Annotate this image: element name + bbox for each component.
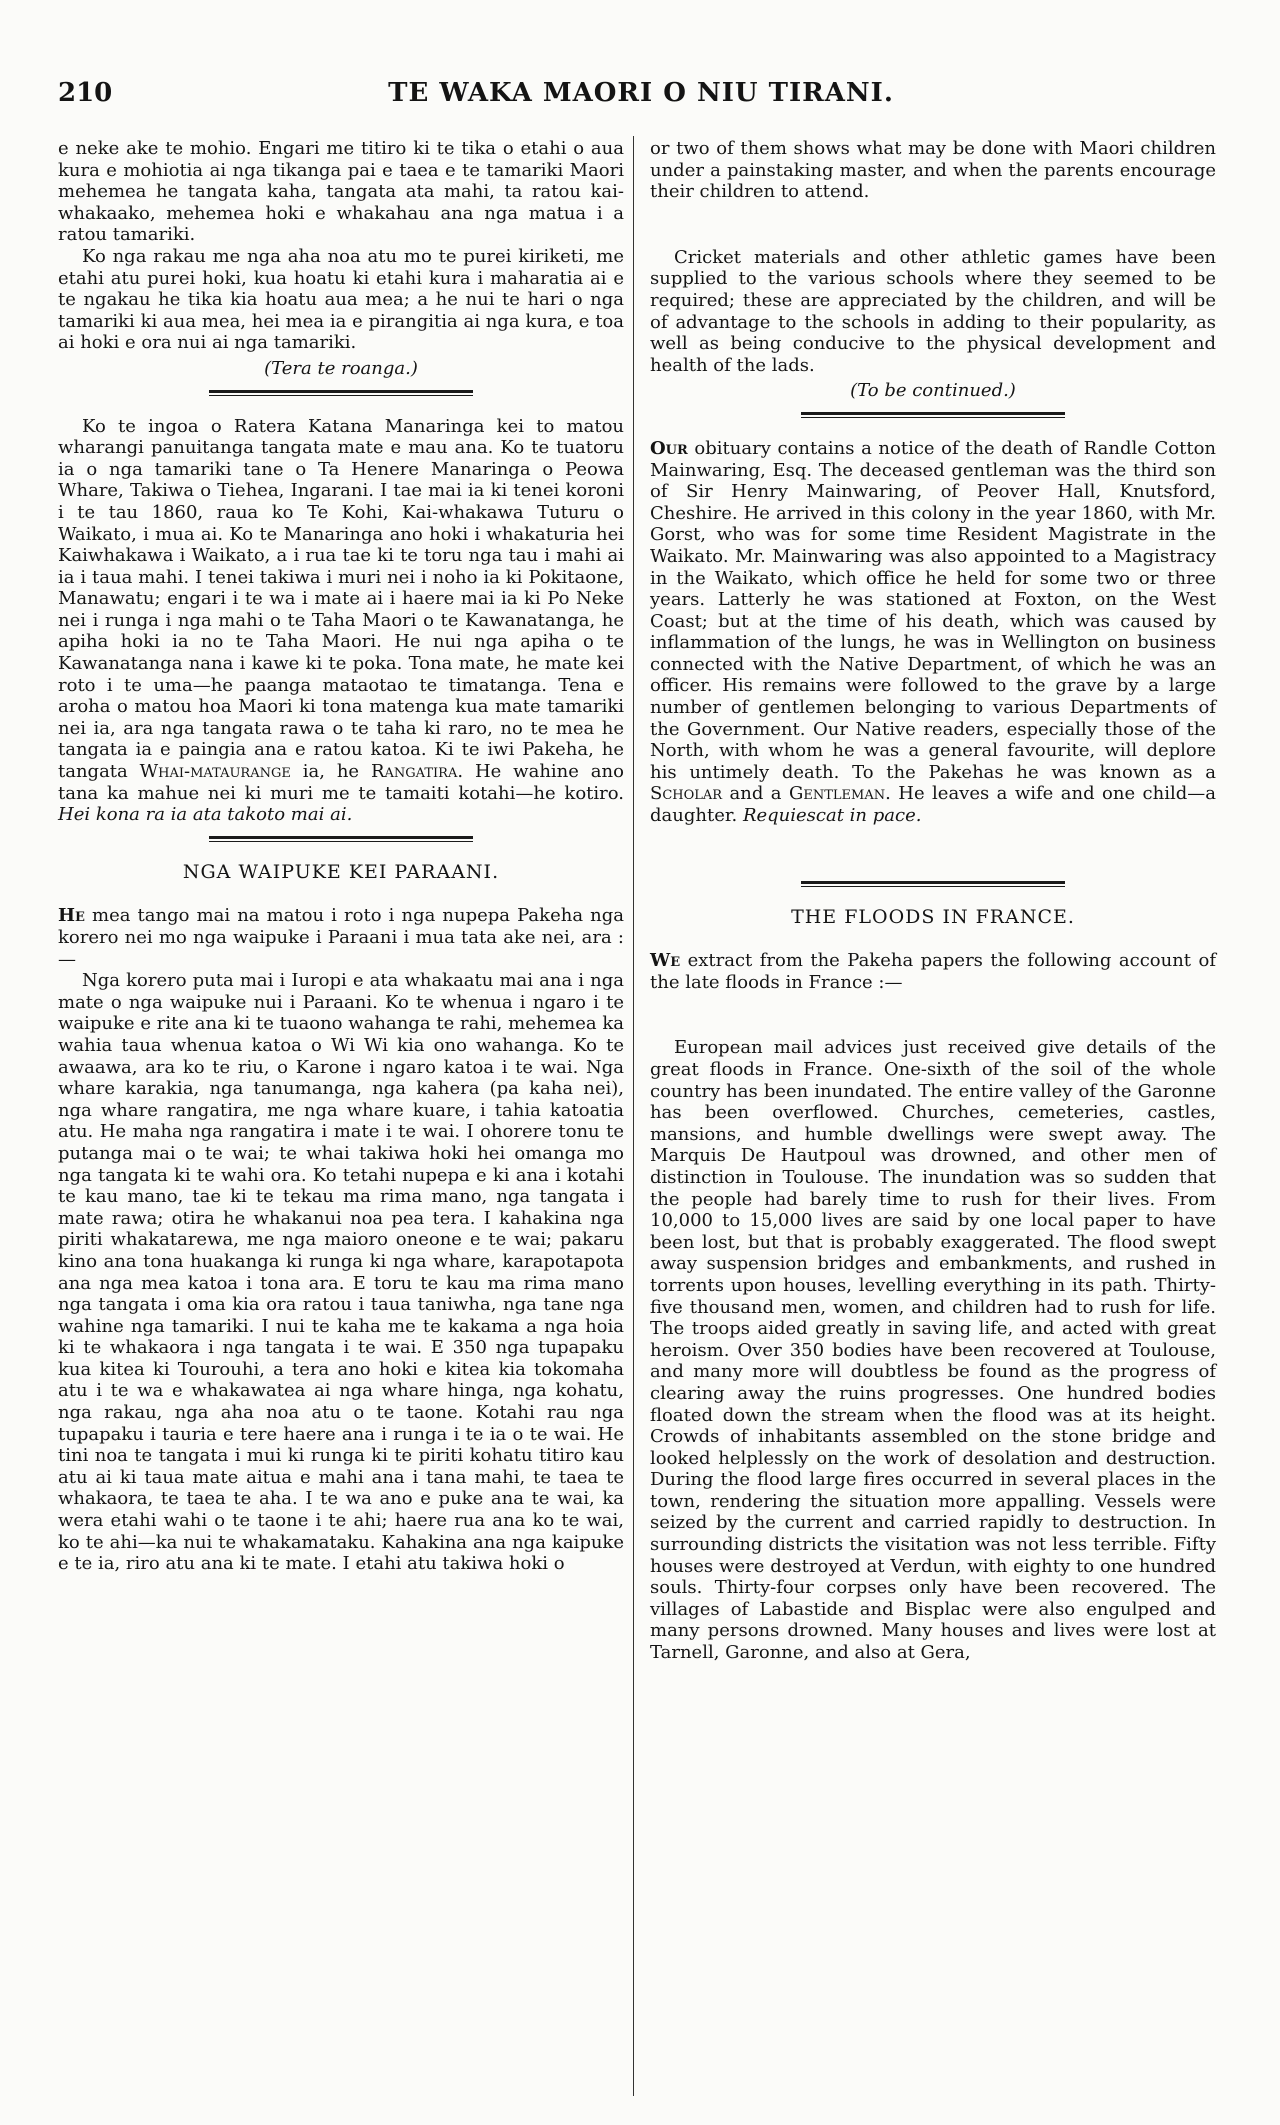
left-obituary-term-2: Rangatira.	[370, 761, 464, 783]
left-obituary-mid: ia, he	[302, 761, 360, 783]
right-continued-note: (To be continued.)	[850, 380, 1016, 402]
left-floods-intro-text: mea tango mai na matou i roto i nga nupepa Pakeha nga korero nei mo nga waipuke i Paraani i mua tata ake nei, ara :—	[58, 905, 624, 970]
right-paragraph-continued: or two of them shows what may be done with Maori children under a painstaking master, and when the parents encourage their children to attend.	[650, 138, 1216, 203]
right-column	[650, 138, 1216, 1664]
left-paragraph-continued: e neke ake te mohio. Engari me titiro ki te tika o etahi o aua kura e mohiotia ai nga tikanga pai e taea e te tamariki Maori mehemea he tangata kaha, tangata ata mahi, ta ratou kai-whakaako, mehemea hoki e whakahau ana nga matua i a ratou tamariki.	[58, 138, 624, 246]
right-section-title: THE FLOODS IN FRANCE.	[791, 905, 1075, 928]
left-obituary-paragraph	[58, 416, 624, 826]
left-continued-note: (Tera te roanga.)	[264, 357, 418, 379]
right-obituary-text: obituary contains a notice of the death of Randle Cotton Mainwaring, Esq. The deceased gentleman was the third son of Sir Henry Mainwaring, of Peover Hall, Knutsford, Cheshire. He arrived in this colony in the year 1860, with Mr. Gorst, who was for some time Resident Magistrate in the Waikato. Mr. Mainwaring was also appointed to a Magistracy in the Waikato, which office he held for some two or three years. Latterly he was stationed at Foxton, on the West Coast; but at the time of his death, which was caused by inflammation of the lungs, he was in Wellington on business connected with the Native Department, of which he was an officer. His remains were followed to the grave by a large number of gentlemen belonging to various Departments of the Government. Our Native readers, especially those of the North, with whom he was a general favourite, will deplore his untimely death. To the Pakehas he was known as a	[650, 437, 1216, 783]
section-rule	[209, 390, 473, 396]
right-obituary-term-1: Scholar	[650, 783, 723, 805]
right-obituary-end: He leaves a wife and one child—a daughter.	[650, 783, 1216, 827]
section-rule	[209, 836, 473, 842]
right-floods-dropcap: We	[650, 950, 681, 972]
right-floods-intro-text: extract from the Pakeha papers the following account of the late floods in France :—	[650, 950, 1216, 993]
left-obituary-end: He wahine ano tana ka mahue nei ki muri me te tamaiti kotahi—he kotiro.	[58, 761, 624, 804]
right-obituary-term-2: Gentleman.	[788, 783, 891, 805]
left-floods-dropcap: He	[58, 905, 85, 927]
left-column	[58, 138, 624, 1575]
right-paragraph-cricket: Cricket materials and other athletic games have been supplied to the various schools where they seemed to be required; these are appreciated by the children, and will be of advantage to the schools in adding to their popularity, as well as being conducive to the physical development and health of the lads.	[650, 246, 1216, 376]
left-obituary-text: Ko te ingoa o Ratera Katana Manaringa kei to matou wharangi panuitanga tangata mate e mau ana. Ko te tuatoru ia o nga tamariki tane o Ta Henere Manaringa o Peowa Whare, Takiwa o Tiehea, Ingarani. I tae mai ia ki tenei koroni i te tau 1860, raua ko Te Kohi, Kai-whakawa Tuturu o Waikato, i mua ai. Ko te Manaringa ano hoki i whakaturia hei Kaiwhakawa i Waikato, a i rua tae ki te toru nga tau i mahi ai ia i taua mahi. I tenei takiwa i muri nei i noho ia ki Pokitaone, Manawatu; engari i te wa i mate ai i haere mai ia ki Po Neke nei i runga i nga mahi o te Taha Maori o te Kawanatanga, he apiha hoki ia no te Taha Maori. He nui nga apiha o te Kawanatanga nana i kawe ki te poka. Tona mate, he mate kei roto i te uma—he paanga mataotao te timatanga. Tena e aroha o matou hoa Maori ki tona matenga kua mate tamariki nei ia, ara nga tangata rawa o te taha ki raro, no te mea he tangata ia e paingia ana e ratou katoa. Ki te iwi Pakeha, he tangata	[58, 415, 624, 783]
running-title: TE WAKA MAORI O NIU TIRANI.	[388, 78, 894, 108]
left-obituary-term-1: Whai-mataurange	[139, 761, 291, 783]
right-obituary-closing: Requiescat in pace.	[742, 805, 922, 827]
section-rule	[801, 412, 1065, 418]
left-section-title: NGA WAIPUKE KEI PARAANI.	[182, 860, 500, 883]
left-paragraph-cricket: Ko nga rakau me nga aha noa atu mo te purei kiriketi, me etahi atu purei hoki, kua hoatu ki etahi kura i maharatia ai e te ngakau he tika kia hoatu aua mea; a he nui te hari o nga tamariki ki aua mea, hei mea ia e pirangitia ai nga kura, e toa ai hoki e ora nui ai nga tamariki.	[58, 245, 624, 354]
section-rule	[801, 881, 1065, 887]
right-obituary-dropcap: Our	[650, 437, 688, 459]
right-floods-intro	[650, 950, 1216, 993]
left-floods-intro	[58, 905, 624, 970]
paragraph-spacer	[650, 993, 1216, 1037]
right-floods-body: European mail advices just received give details of the great floods in France. One-sixth of the soil of the whole country has been inundated. The entire valley of the Garonne has been overflowed. Churches, cemeteries, castles, mansions, and humble dwellings were swept away. The Marquis De Hautpoul was drowned, and other men of distinction in Toulouse. The inundation was so sudden that the people had barely time to rush for their lives. From 10,000 to 15,000 lives are said by one local paper to have been lost, but that is probably exaggerated. The flood swept away suspension bridges and embankments, and rushed in torrents upon houses, levelling everything in its path. Thirty-five thousand men, women, and children had to rush for life. The troops aided greatly in saving life, and acted with great heroism. Over 350 bodies have been recovered at Toulouse, and many more will doubtless be found as the progress of clearing away the ruins progresses. One hundred bodies floated down the stream when the flood was at its height. Crowds of inhabitants assembled on the stone bridge and looked helplessly on the work of desolation and destruction. During the flood large fires occurred in several places in the town, rendering the situation more appalling. Vessels were seized by the current and carried rapidly to destruction. In surrounding districts the visitation was not less terrible. Fifty houses were destroyed at Verdun, with eighty to one hundred souls. Thirty-four corpses only have been recovered. The villages of Labastide and Bisplac were also engulped and many persons drowned. Many houses and lives were lost at Tarnell, Garonne, and also at Gera,	[650, 1037, 1216, 1664]
right-obituary-mid: and a	[729, 783, 782, 805]
column-divider	[633, 136, 634, 2096]
left-obituary-closing: Hei kona ra ia ata takoto mai ai.	[58, 804, 353, 826]
paragraph-spacer	[650, 203, 1216, 247]
page-header	[58, 78, 1224, 118]
left-floods-body: Nga korero puta mai i Iuropi e ata whakaatu mai ana i nga mate o nga waipuke nui i Paraani. Ko te whenua i ngaro i te waipuke e rite ana ki te tuaono wahanga te rahi, mehemea ka wahia taua whenua katoa o Wi Wi kia ono wahanga. Ko te awaawa, ara ko te riu, o Karone i ngaro katoa i te wai. Nga whare karakia, nga tanumanga, nga kahera (pa kaha nei), nga whare rangatira, me nga whare kuare, i tahia katoatia atu. He maha nga rangatira i mate i te wai. I ohorere tonu te putanga mai o te wai; te whai takiwa hoki hei omanga mo nga tangata ki te wahi ora. Ko tetahi nupepa e ki ana i kotahi te kau mano, tae ki te tekau ma rima mano, nga tangata i mate rawa; otira he whakanui noa pea tera. I kahakina nga piriti whakatarewa, me nga maioro oneone e te wai; pakaru kino ana tona huakanga ki runga ki nga whare, karapotapota ana nga mea katoa i tona ara. E toru te kau ma rima mano nga tangata i oma kia ora ratou i taua taniwha, nga tane nga wahine nga tamariki. I nui te kaha me te kakama a nga hoia ki te whakaora i nga tangata i te wai. E 350 nga tupapaku kua kitea ki Tourouhi, a tera ano hoki e kitea kia tokomaha atu i te wa e whakawatea ai nga whare hinga, nga kohatu, nga rakau, nga aha noa atu o te taone. Kotahi rau nga tupapaku i tauria e tere haere ana i runga i te ia o te wai. He tini noa te tangata i mui ki runga ki te piriti kohatu titiro kau atu ai ki taua mate aitua e mahi ana i tana mahi, te taea te whakaora, te taea te aha. I te wa ano e puke ana te wai, ka wera etahi wahi o te taone i te ahi; haere rua ana ko te wai, ko te ahi—ka nui te whakamataku. Kahakina ana nga kaipuke e te ia, riro atu ana ki te mate. I etahi atu takiwa hoki o	[58, 970, 624, 1575]
page-number: 210	[58, 78, 113, 108]
right-obituary-paragraph	[650, 438, 1216, 827]
paragraph-spacer	[650, 827, 1216, 871]
